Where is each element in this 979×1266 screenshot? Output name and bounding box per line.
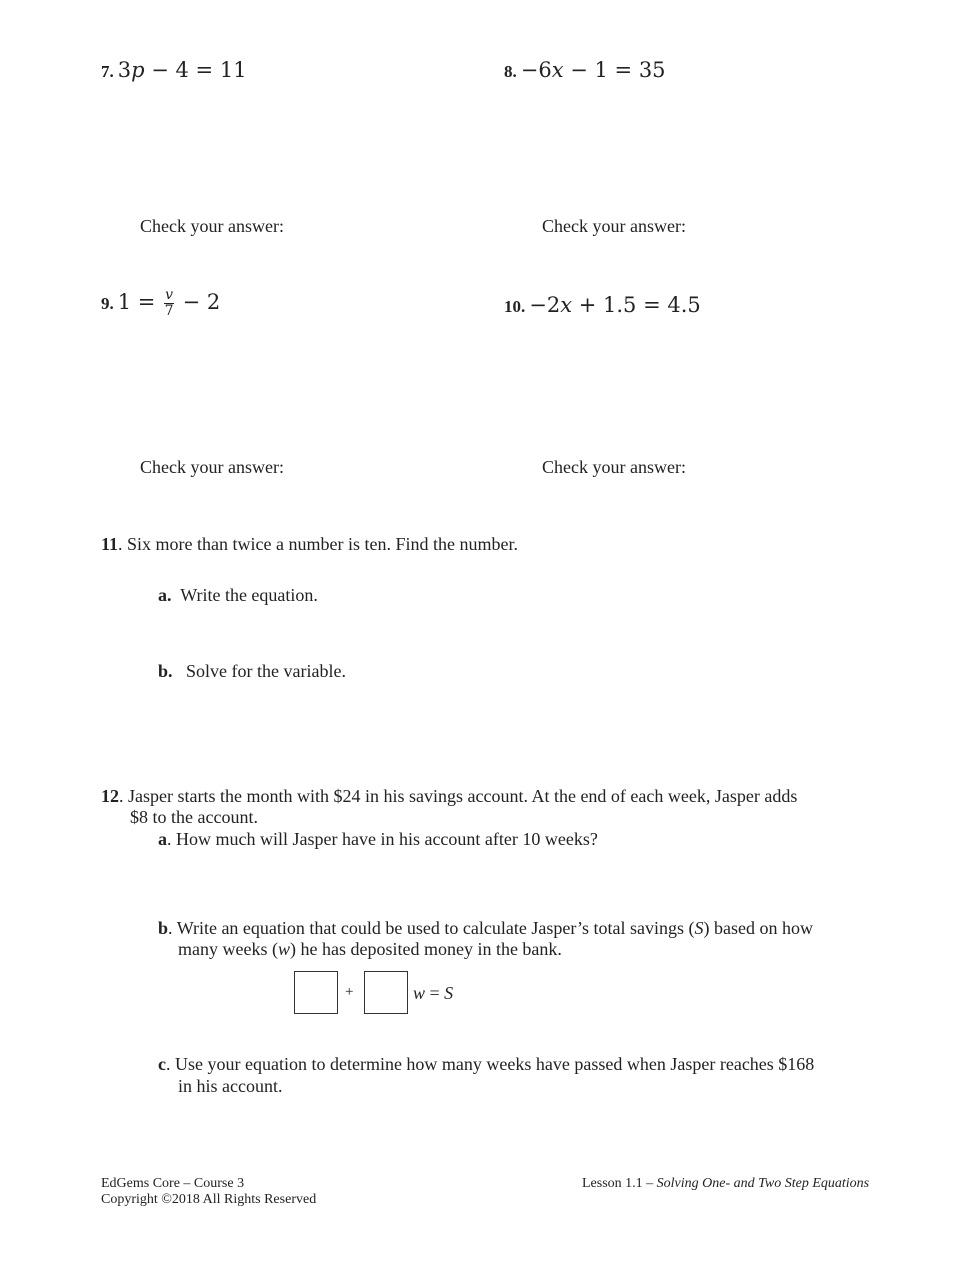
part-label: b <box>158 918 169 938</box>
question-11a <box>158 585 318 606</box>
check-answer-label: Check your answer: <box>542 216 686 236</box>
question-12c-line2: in his account. <box>178 1076 283 1096</box>
part-text: ) based on how <box>703 918 813 938</box>
variable: x <box>560 293 573 317</box>
part-text: . Write an equation that could be used to calculate Jasper’s total savings ( <box>168 918 695 938</box>
part-text: ) he has deposited money in the bank. <box>289 939 562 959</box>
part-label: a. <box>158 585 172 605</box>
problem-number: 9. <box>101 294 114 313</box>
equals: = <box>425 983 445 1003</box>
coefficient: 3 <box>117 58 132 82</box>
problem-10 <box>504 293 701 317</box>
part-text: . Use your equation to determine how many weeks have passed when Jasper reaches $168 <box>166 1054 815 1074</box>
problem-number: 7. <box>101 62 114 81</box>
equation-lhs: 1 = <box>117 290 163 314</box>
equation-rest: − 1 = 35 <box>563 58 666 82</box>
question-12b-line2 <box>178 939 562 960</box>
question-text: . Jasper starts the month with $24 in his savings account. At the end of each week, Jasper adds <box>119 786 798 806</box>
answer-box-rate[interactable] <box>364 971 408 1014</box>
equation-rest: + 1.5 = 4.5 <box>572 293 701 317</box>
equation-rest: − 4 = 11 <box>144 58 247 82</box>
question-12c <box>158 1054 814 1075</box>
problem-number: 10. <box>504 297 526 316</box>
part-text: many weeks ( <box>178 939 278 959</box>
variable: x <box>551 58 564 82</box>
problem-8 <box>504 58 666 82</box>
question-number: 11 <box>101 534 119 554</box>
check-answer-label: Check your answer: <box>140 457 284 477</box>
footer-copyright: Copyright ©2018 All Rights Reserved <box>101 1192 317 1207</box>
question-12b <box>158 918 813 939</box>
variable: w <box>413 983 426 1003</box>
footer-course: EdGems Core – Course 3 <box>101 1176 245 1191</box>
variable: w <box>277 939 290 959</box>
variable: p <box>131 58 145 82</box>
question-11 <box>101 534 518 555</box>
fraction <box>164 288 174 319</box>
question-11b <box>158 661 346 682</box>
footer-lesson-title: Solving One- and Two Step Equations <box>656 1176 870 1191</box>
part-text: Write the equation. <box>180 585 318 605</box>
template-equation-tail <box>413 983 453 1004</box>
fraction-numerator: v <box>165 287 173 303</box>
footer-lesson-prefix: Lesson 1.1 – <box>582 1176 657 1191</box>
problem-7 <box>101 58 247 82</box>
coefficient: −2 <box>529 293 561 317</box>
question-12 <box>101 786 797 807</box>
fraction-denominator: 7 <box>164 303 174 319</box>
check-answer-label: Check your answer: <box>542 457 686 477</box>
question-text: . Six more than twice a number is ten. Find the number. <box>118 534 518 554</box>
equation <box>529 293 701 317</box>
part-text: Solve for the variable. <box>186 661 346 681</box>
answer-box-initial[interactable] <box>294 971 338 1014</box>
equation <box>521 58 666 82</box>
equation <box>118 58 247 82</box>
question-number: 12 <box>101 786 119 806</box>
problem-number: 8. <box>504 62 517 81</box>
coefficient: −6 <box>520 58 552 82</box>
variable: S <box>694 918 704 938</box>
problem-9 <box>101 288 220 319</box>
question-12-line2: $8 to the account. <box>130 807 258 827</box>
plus-sign: + <box>345 984 354 1000</box>
equation-rest: − 2 <box>175 290 221 314</box>
equation <box>117 287 221 319</box>
part-label: a <box>158 829 167 849</box>
question-12a <box>158 829 598 850</box>
footer-lesson <box>582 1176 869 1192</box>
variable: S <box>444 983 454 1003</box>
part-label: c <box>158 1054 166 1074</box>
part-text: . How much will Jasper have in his account after 10 weeks? <box>167 829 598 849</box>
check-answer-label: Check your answer: <box>140 216 284 236</box>
part-label: b. <box>158 661 173 681</box>
